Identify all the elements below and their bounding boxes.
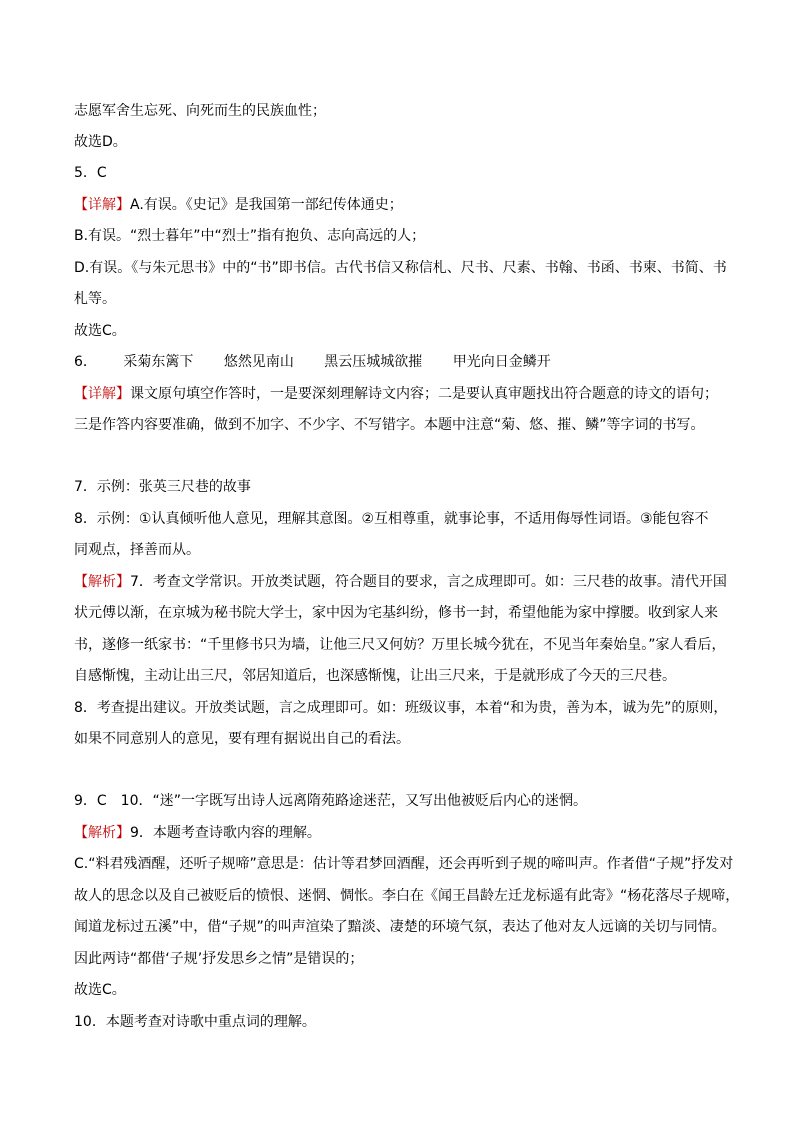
text-line: 故选C。 bbox=[74, 323, 126, 339]
answer-6: 6． 采菊东篱下 悠然见南山 黑云压城城欲摧 甲光向日金鳞开 bbox=[74, 354, 551, 370]
answer-5: 5．C bbox=[74, 165, 107, 181]
detail-tag: 【详解】 bbox=[74, 386, 130, 402]
analysis-tag: 【解析】 bbox=[74, 825, 130, 841]
text-line: C.“料君残酒醒，还听子规啼”意思是：估计等君梦回酒醒，还会再听到子规的啼叫声。作者借“子规”抒发对 bbox=[74, 856, 734, 872]
q6-answer: 采菊东篱下 bbox=[123, 354, 194, 370]
q6-answer: 黑云压城城欲摧 bbox=[324, 354, 423, 370]
text-line: 故选D。 bbox=[74, 134, 127, 150]
text-line: 自感惭愧，主动让出三尺，邻居知道后，也深感惭愧，让出三尺来，于是就形成了今天的三尺巷。 bbox=[74, 668, 676, 684]
answer-7: 7．示例：张英三尺巷的故事 bbox=[74, 479, 251, 495]
text-line: 闻道龙标过五溪”中，借“子规”的叫声渲染了黯淡、凄楚的环境气氛，表达了他对友人远谪的关切与同情。 bbox=[74, 919, 726, 935]
q6-answer: 甲光向日金鳞开 bbox=[452, 354, 551, 370]
text-line: 三是作答内容要准确，做到不加字、不少字、不写错字。本题中注意“菊、悠、摧、鳞”等字词的书写。 bbox=[74, 417, 705, 433]
text-line: 10．本题考查对诗歌中重点词的理解。 bbox=[74, 1014, 316, 1030]
text-line: 状元傅以渐，在京城为秘书院大学士，家中因为宅基纠纷，修书一封，希望他能为家中撑腰。收到家人来 bbox=[74, 605, 718, 621]
detail-tag: 【详解】 bbox=[74, 197, 130, 213]
text-line: D.有误。《与朱元思书》中的“书”即书信。古代书信又称信札、尺书、尺素、书翰、书函、书柬、书简、书 bbox=[74, 260, 727, 276]
text-line: 故人的思念以及自己被贬后的愤恨、迷惘、惆怅。李白在《闻王昌龄左迁龙标遥有此寄》“杨花落尽子规啼， bbox=[74, 888, 740, 904]
text-line: 志愿军舍生忘死、向死而生的民族血性； bbox=[74, 103, 326, 119]
text-line: 札等。 bbox=[74, 291, 116, 307]
text-line: 同观点，择善而从。 bbox=[74, 542, 200, 558]
text-line: 故选C。 bbox=[74, 982, 126, 998]
text-line: 因此两诗“都借‘子规’抒发思乡之情”是错误的； bbox=[74, 951, 364, 967]
text-line: 书，遂修一纸家书：“千里修书只为墙，让他三尺又何妨？万里长城今犹在，不见当年秦始皇。”家人看后， bbox=[74, 637, 726, 653]
answer-9-10: 9．C 10．“迷”一字既写出诗人远离隋苑路途迷茫，又写出他被贬后内心的迷惘。 bbox=[74, 793, 588, 809]
text-line: B.有误。“烈士暮年”中“烈士”指有抱负、志向高远的人； bbox=[74, 228, 426, 244]
text-line: 如果不同意别人的意见，要有理有据说出自己的看法。 bbox=[74, 731, 410, 747]
analysis-tag: 【解析】 bbox=[74, 574, 130, 590]
text-line: 8．考查提出建议。开放类试题，言之成理即可。如：班级议事，本着“和为贵，善为本，诚为先”的原则， bbox=[74, 700, 728, 716]
answer-8: 8．示例：①认真倾听他人意见，理解其意图。②互相尊重，就事论事，不适用侮辱性词语。③能包容不 bbox=[74, 511, 709, 527]
analysis-line: 【解析】7．考查文学常识。开放类试题，符合题目的要求，言之成理即可。如：三尺巷的故事。清代开国 bbox=[74, 574, 727, 590]
q6-answer: 悠然见南山 bbox=[223, 354, 294, 370]
analysis-line: 【解析】9．本题考查诗歌内容的理解。 bbox=[74, 825, 321, 841]
detail-line: 【详解】课文原句填空作答时，一是要深刻理解诗文内容；二是要认真审题找出符合题意的诗文的语句； bbox=[74, 386, 718, 402]
detail-line: 【详解】A.有误。《史记》是我国第一部纪传体通史； bbox=[74, 197, 403, 213]
